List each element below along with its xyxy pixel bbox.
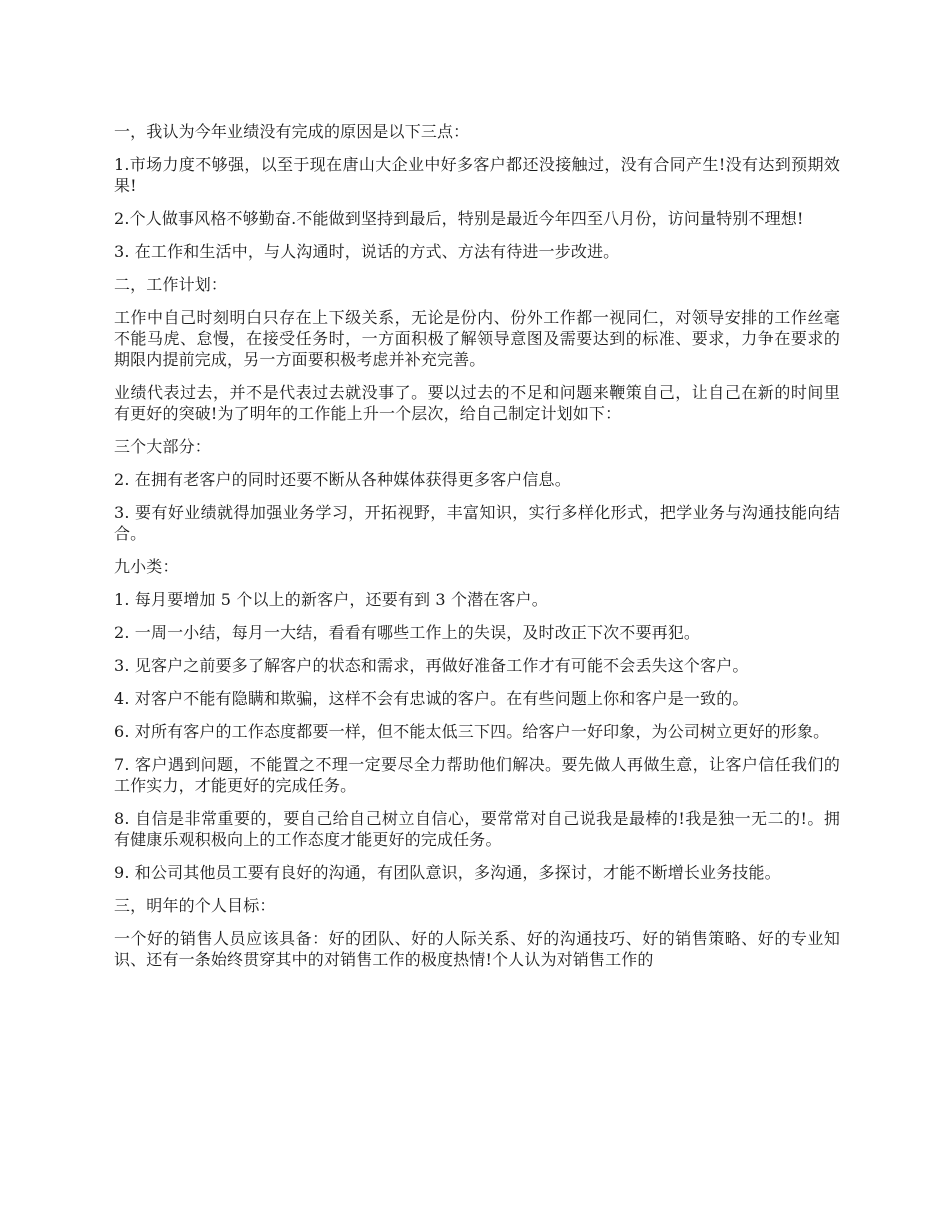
reason-item-1: 1.市场力度不够强，以至于现在唐山大企业中好多客户都还没接触过，没有合同产生!没有达到预期效果! bbox=[114, 155, 840, 195]
subheading-nine-categories: 九小类： bbox=[114, 557, 179, 576]
nine-categories-item-1: 1. 每月要增加 5 个以上的新客户，还要有到 3 个潜在客户。 bbox=[114, 590, 548, 609]
nine-categories-item-6: 6. 对所有客户的工作态度都要一样，但不能太低三下四。给客户一好印象，为公司树立更好的形象。 bbox=[114, 722, 830, 741]
nine-categories-item-9: 9. 和公司其他员工要有良好的沟通，有团队意识，多沟通，多探讨，才能不断增长业务技能。 bbox=[114, 863, 781, 882]
personal-goals-paragraph: 一个好的销售人员应该具备：好的团队、好的人际关系、好的沟通技巧、好的销售策略、好的专业知识、还有一条始终贯穿其中的对销售工作的极度热情!个人认为对销售工作的 bbox=[114, 929, 840, 969]
section-heading-personal-goals: 三，明年的个人目标： bbox=[114, 896, 276, 915]
reason-item-2: 2.个人做事风格不够勤奋.不能做到坚持到最后，特别是最近今年四至八月份，访问量特别不理想! bbox=[114, 209, 804, 228]
section-heading-reasons: 一，我认为今年业绩没有完成的原因是以下三点： bbox=[114, 122, 470, 141]
document-page bbox=[114, 121, 840, 982]
nine-categories-item-7: 7. 客户遇到问题，不能置之不理一定要尽全力帮助他们解决。要先做人再做生意，让客户信任我们的工作实力，才能更好的完成任务。 bbox=[114, 755, 840, 795]
three-parts-item-2: 2. 在拥有老客户的同时还要不断从各种媒体获得更多客户信息。 bbox=[114, 470, 571, 489]
nine-categories-item-4: 4. 对客户不能有隐瞒和欺骗，这样不会有忠诚的客户。在有些问题上你和客户是一致的。 bbox=[114, 689, 749, 708]
work-plan-paragraph-1: 工作中自己时刻明白只存在上下级关系，无论是份内、份外工作都一视同仁，对领导安排的工作丝毫不能马虎、怠慢，在接受任务时，一方面积极了解领导意图及需要达到的标准、要求，力争在要求的期限内提前完成，另一方面要积极考虑并补充完善。 bbox=[114, 308, 840, 369]
nine-categories-item-2: 2. 一周一小结，每月一大结，看看有哪些工作上的失误，及时改正下次不要再犯。 bbox=[114, 623, 701, 642]
nine-categories-item-8: 8. 自信是非常重要的，要自己给自己树立自信心，要常常对自己说我是最棒的!我是独一无二的!。拥有健康乐观积极向上的工作态度才能更好的完成任务。 bbox=[114, 809, 840, 849]
section-heading-work-plan: 二，工作计划： bbox=[114, 275, 228, 294]
three-parts-item-3: 3. 要有好业绩就得加强业务学习，开拓视野，丰富知识，实行多样化形式，把学业务与沟通技能向结合。 bbox=[114, 503, 840, 543]
nine-categories-item-3: 3. 见客户之前要多了解客户的状态和需求，再做好准备工作才有可能不会丢失这个客户。 bbox=[114, 656, 749, 675]
subheading-three-parts: 三个大部分： bbox=[114, 437, 211, 456]
reason-item-3: 3. 在工作和生活中，与人沟通时，说话的方式、方法有待进一步改进。 bbox=[114, 242, 620, 261]
work-plan-paragraph-2: 业绩代表过去，并不是代表过去就没事了。要以过去的不足和问题来鞭策自己，让自己在新的时间里有更好的突破!为了明年的工作能上升一个层次，给自己制定计划如下： bbox=[114, 383, 840, 423]
